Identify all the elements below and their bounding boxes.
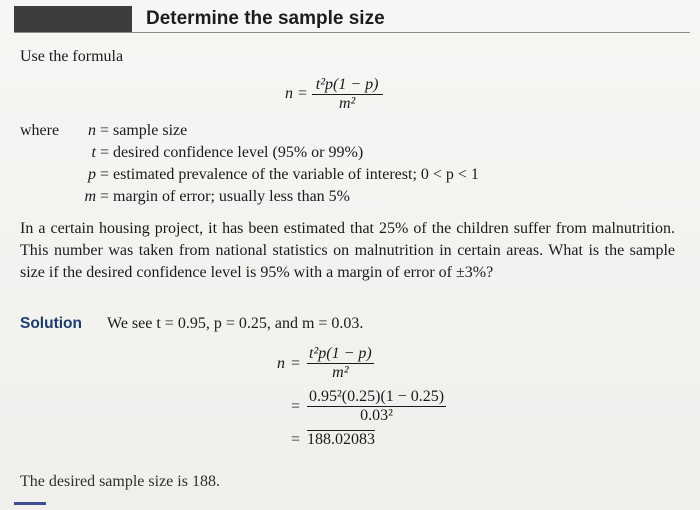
step-eq: = — [291, 397, 301, 415]
variable-definition: = estimated prevalence of the variable of interest; 0 < p < 1 — [100, 166, 479, 183]
step-fraction — [307, 388, 446, 425]
page-title: Determine the sample size — [146, 8, 385, 29]
variable-symbol: m — [84, 188, 96, 205]
formula-lhs: n — [285, 85, 293, 103]
intro-text: Use the formula — [20, 48, 124, 65]
step-eq: = — [291, 354, 301, 372]
solution-intro: We see t = 0.95, p = 0.25, and m = 0.03. — [107, 315, 364, 332]
variable-symbol: t — [91, 144, 96, 161]
formula-numerator: t²p(1 − p) — [312, 76, 383, 95]
step-numerator: 0.95²(0.25)(1 − 0.25) — [309, 388, 445, 405]
formula-eq: = — [297, 85, 308, 103]
header-bar — [14, 6, 132, 32]
step-result: 188.02083 — [307, 431, 375, 448]
step-fraction — [307, 345, 374, 382]
solution-step — [255, 345, 446, 382]
problem-statement: In a certain housing project, it has been estimated that 25% of the children suffer from malnutrition. This number was taken from national statistics on malnutrition in certain areas. What is the sample size if the desired confidence level is 95% with a margin of error of ±3%? — [20, 220, 675, 281]
formula-fraction — [312, 76, 383, 113]
solution-steps — [255, 345, 446, 455]
definition-row — [20, 142, 479, 164]
definition-row — [20, 164, 479, 186]
variable-definition: = desired confidence level (95% or 99%) — [100, 144, 364, 161]
step-numerator: t²p(1 − p) — [309, 345, 372, 362]
sample-size-formula — [285, 76, 383, 113]
step-denominator: 0.03² — [360, 407, 393, 424]
variable-symbol: p — [88, 166, 96, 183]
step-lhs: n — [277, 354, 285, 372]
variable-definition: = margin of error; usually less than 5% — [100, 188, 351, 205]
definition-row — [20, 186, 479, 208]
step-denominator: m² — [332, 364, 349, 381]
solution-conclusion: The desired sample size is 188. — [20, 473, 220, 490]
definition-row — [20, 120, 479, 142]
title-rule — [14, 32, 690, 33]
variable-definitions — [20, 120, 479, 208]
solution-step — [255, 388, 446, 425]
solution-step — [255, 431, 446, 449]
where-label: where — [20, 122, 60, 139]
variable-definition: = sample size — [100, 122, 188, 139]
formula-denominator: m² — [338, 95, 356, 112]
variable-symbol: n — [88, 122, 96, 139]
bottom-accent — [14, 502, 46, 505]
step-eq: = — [291, 431, 301, 448]
solution-label: Solution — [20, 315, 82, 332]
